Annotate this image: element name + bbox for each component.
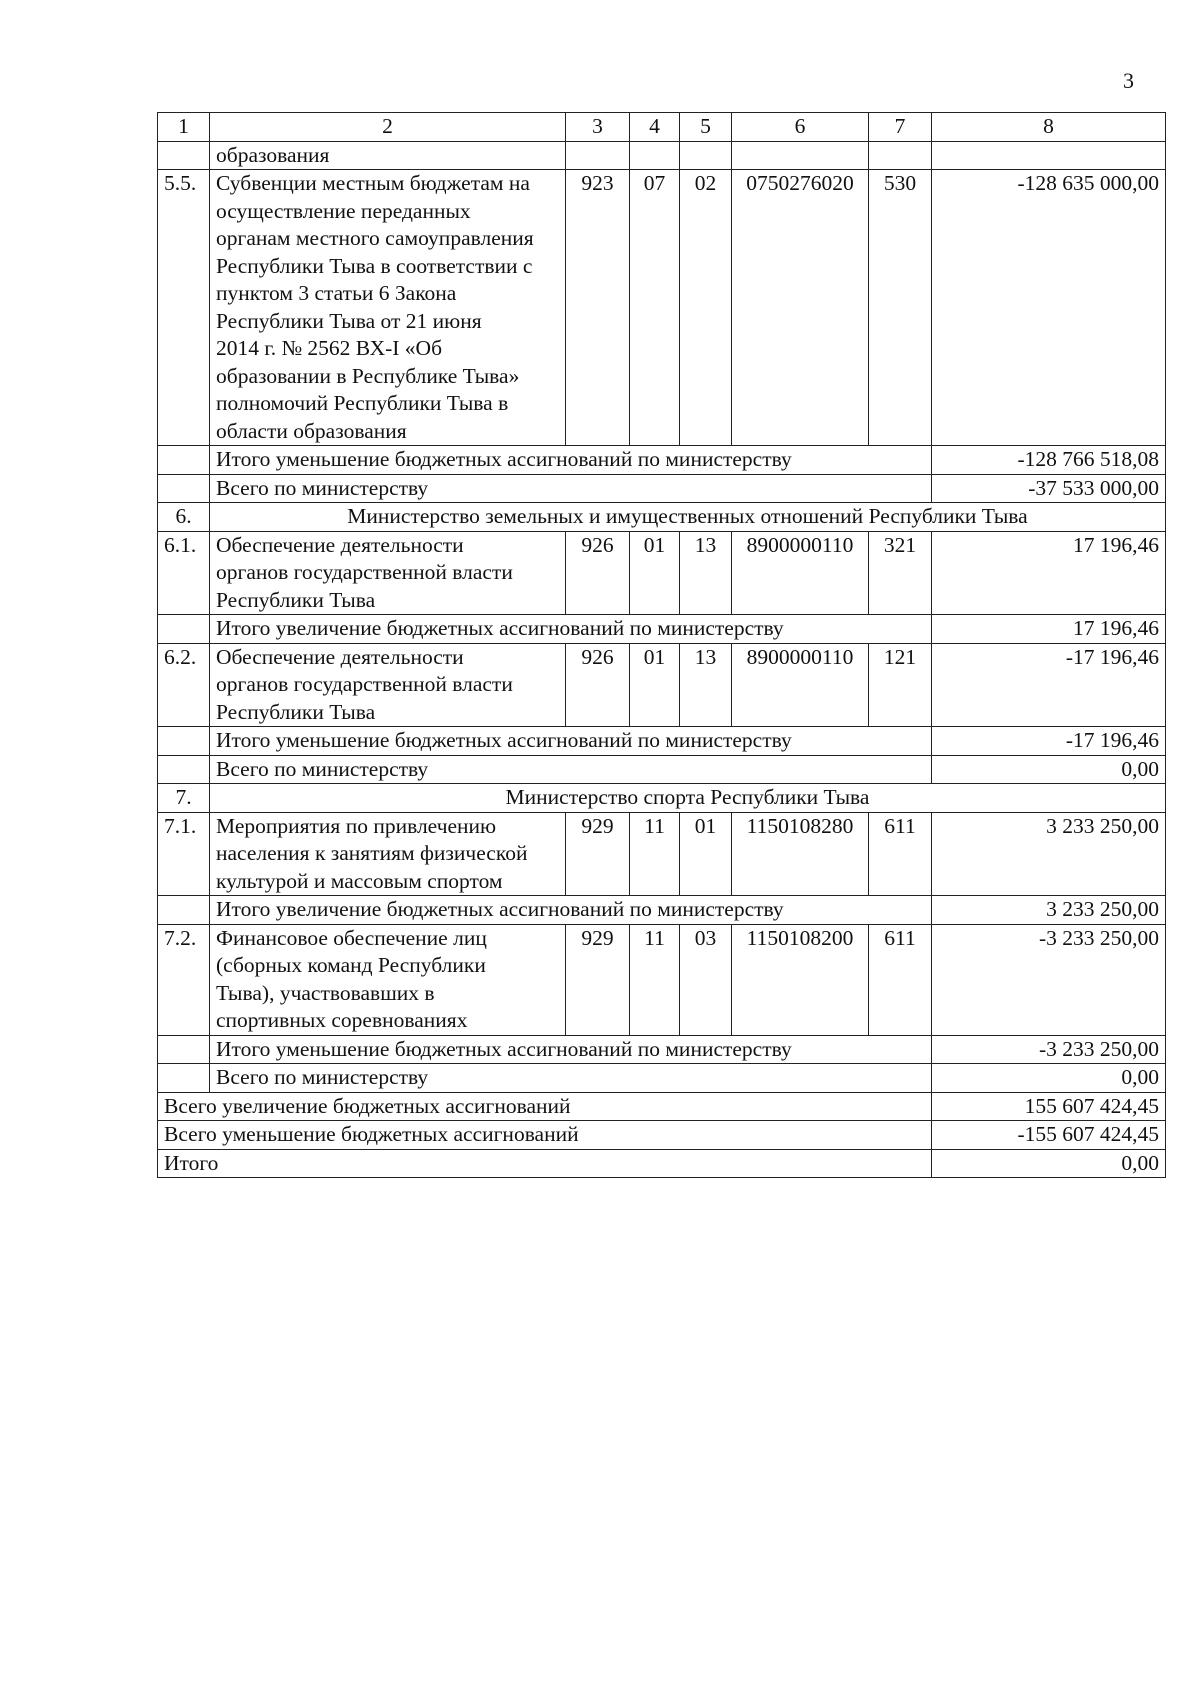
section-title: Министерство спорта Республики Тыва — [210, 784, 1166, 813]
budget-sheet — [157, 112, 1165, 1178]
amount: 17 196,46 — [932, 615, 1166, 644]
ministry-code: 926 — [566, 531, 630, 615]
column-header: 2 — [210, 113, 566, 142]
subsection-code: 13 — [680, 643, 732, 727]
item-description: Мероприятия по привлечению населения к занятиям физической культурой и массовым спортом — [210, 812, 566, 896]
item-description: Финансовое обеспечение лиц (сборных команд Республики Тыва), участвовавших в спортивных соревнованиях — [210, 924, 566, 1035]
column-header: 3 — [566, 113, 630, 142]
grand-total-label: Всего уменьшение бюджетных ассигнований — [158, 1121, 932, 1150]
expense-type-code: 321 — [869, 531, 932, 615]
subtotal-label: Итого уменьшение бюджетных ассигнований по министерству — [210, 727, 932, 756]
amount: -37 533 000,00 — [932, 474, 1166, 503]
total-label: Всего по министерству — [210, 1064, 932, 1093]
target-article-code: 0750276020 — [732, 170, 869, 446]
table-row — [158, 643, 1166, 727]
item-number: 6.2. — [158, 643, 210, 727]
column-header: 5 — [680, 113, 732, 142]
amount: -128 635 000,00 — [932, 170, 1166, 446]
amount: -3 233 250,00 — [932, 1035, 1166, 1064]
amount: -3 233 250,00 — [932, 924, 1166, 1035]
expense-type-code: 530 — [869, 170, 932, 446]
section-code: 01 — [630, 531, 680, 615]
subsection-code: 03 — [680, 924, 732, 1035]
target-article-code: 1150108280 — [732, 812, 869, 896]
amount: -155 607 424,45 — [932, 1121, 1166, 1150]
section-code: 01 — [630, 643, 680, 727]
column-header: 6 — [732, 113, 869, 142]
column-header: 1 — [158, 113, 210, 142]
grand-total-label: Итого — [158, 1149, 932, 1178]
target-article-code: 8900000110 — [732, 643, 869, 727]
section-code: 11 — [630, 812, 680, 896]
amount: -128 766 518,08 — [932, 446, 1166, 475]
amount: 17 196,46 — [932, 531, 1166, 615]
item-number: 7.2. — [158, 924, 210, 1035]
subsection-code: 01 — [680, 812, 732, 896]
expense-type-code: 611 — [869, 924, 932, 1035]
total-row — [158, 755, 1166, 784]
amount: 155 607 424,45 — [932, 1092, 1166, 1121]
section-number: 7. — [158, 784, 210, 813]
item-description: образования — [210, 141, 566, 170]
column-header: 8 — [932, 113, 1166, 142]
section-number: 6. — [158, 503, 210, 532]
item-number — [158, 141, 210, 170]
ministry-code: 929 — [566, 812, 630, 896]
grand-total-row — [158, 1149, 1166, 1178]
subsection-code: 02 — [680, 170, 732, 446]
column-header-row — [158, 113, 1166, 142]
grand-total-row — [158, 1092, 1166, 1121]
total-row — [158, 474, 1166, 503]
grand-total-label: Всего увеличение бюджетных ассигнований — [158, 1092, 932, 1121]
total-label: Всего по министерству — [210, 474, 932, 503]
subtotal-label: Итого уменьшение бюджетных ассигнований по министерству — [210, 446, 932, 475]
subtotal-row — [158, 727, 1166, 756]
subtotal-label: Итого увеличение бюджетных ассигнований по министерству — [210, 615, 932, 644]
item-number: 7.1. — [158, 812, 210, 896]
total-row — [158, 1064, 1166, 1093]
table-row — [158, 141, 1166, 170]
item-description: Субвенции местным бюджетам на осуществление переданных органам местного самоуправления Республики Тыва в соответствии с пунктом 3 статьи 6 Закона Республики Тыва от 21 июня 2014 г. № 2562 ВХ-I «Об образовании в Республике Тыва» полномочий Республики Тыва в области образования — [210, 170, 566, 446]
subtotal-row — [158, 896, 1166, 925]
grand-total-row — [158, 1121, 1166, 1150]
subsection-code: 13 — [680, 531, 732, 615]
subtotal-label: Итого увеличение бюджетных ассигнований по министерству — [210, 896, 932, 925]
table-row — [158, 812, 1166, 896]
total-label: Всего по министерству — [210, 755, 932, 784]
item-description: Обеспечение деятельности органов государственной власти Республики Тыва — [210, 643, 566, 727]
amount: 3 233 250,00 — [932, 812, 1166, 896]
item-number: 6.1. — [158, 531, 210, 615]
amount: 0,00 — [932, 1149, 1166, 1178]
ministry-code: 923 — [566, 170, 630, 446]
subtotal-row — [158, 615, 1166, 644]
subtotal-label: Итого уменьшение бюджетных ассигнований по министерству — [210, 1035, 932, 1064]
section-code: 11 — [630, 924, 680, 1035]
target-article-code: 8900000110 — [732, 531, 869, 615]
table-row — [158, 924, 1166, 1035]
page-number: 3 — [1123, 68, 1134, 93]
column-header: 7 — [869, 113, 932, 142]
table-row — [158, 531, 1166, 615]
section-title: Министерство земельных и имущественных отношений Республики Тыва — [210, 503, 1166, 532]
expense-type-code: 121 — [869, 643, 932, 727]
subtotal-row — [158, 446, 1166, 475]
table-row — [158, 170, 1166, 446]
section-row — [158, 503, 1166, 532]
item-number: 5.5. — [158, 170, 210, 446]
column-header: 4 — [630, 113, 680, 142]
expense-type-code: 611 — [869, 812, 932, 896]
ministry-code: 926 — [566, 643, 630, 727]
amount: 0,00 — [932, 755, 1166, 784]
ministry-code: 929 — [566, 924, 630, 1035]
section-code: 07 — [630, 170, 680, 446]
budget-table — [157, 112, 1166, 1178]
amount: 3 233 250,00 — [932, 896, 1166, 925]
target-article-code: 1150108200 — [732, 924, 869, 1035]
item-description: Обеспечение деятельности органов государственной власти Республики Тыва — [210, 531, 566, 615]
amount: 0,00 — [932, 1064, 1166, 1093]
subtotal-row — [158, 1035, 1166, 1064]
amount: -17 196,46 — [932, 727, 1166, 756]
section-row — [158, 784, 1166, 813]
amount: -17 196,46 — [932, 643, 1166, 727]
